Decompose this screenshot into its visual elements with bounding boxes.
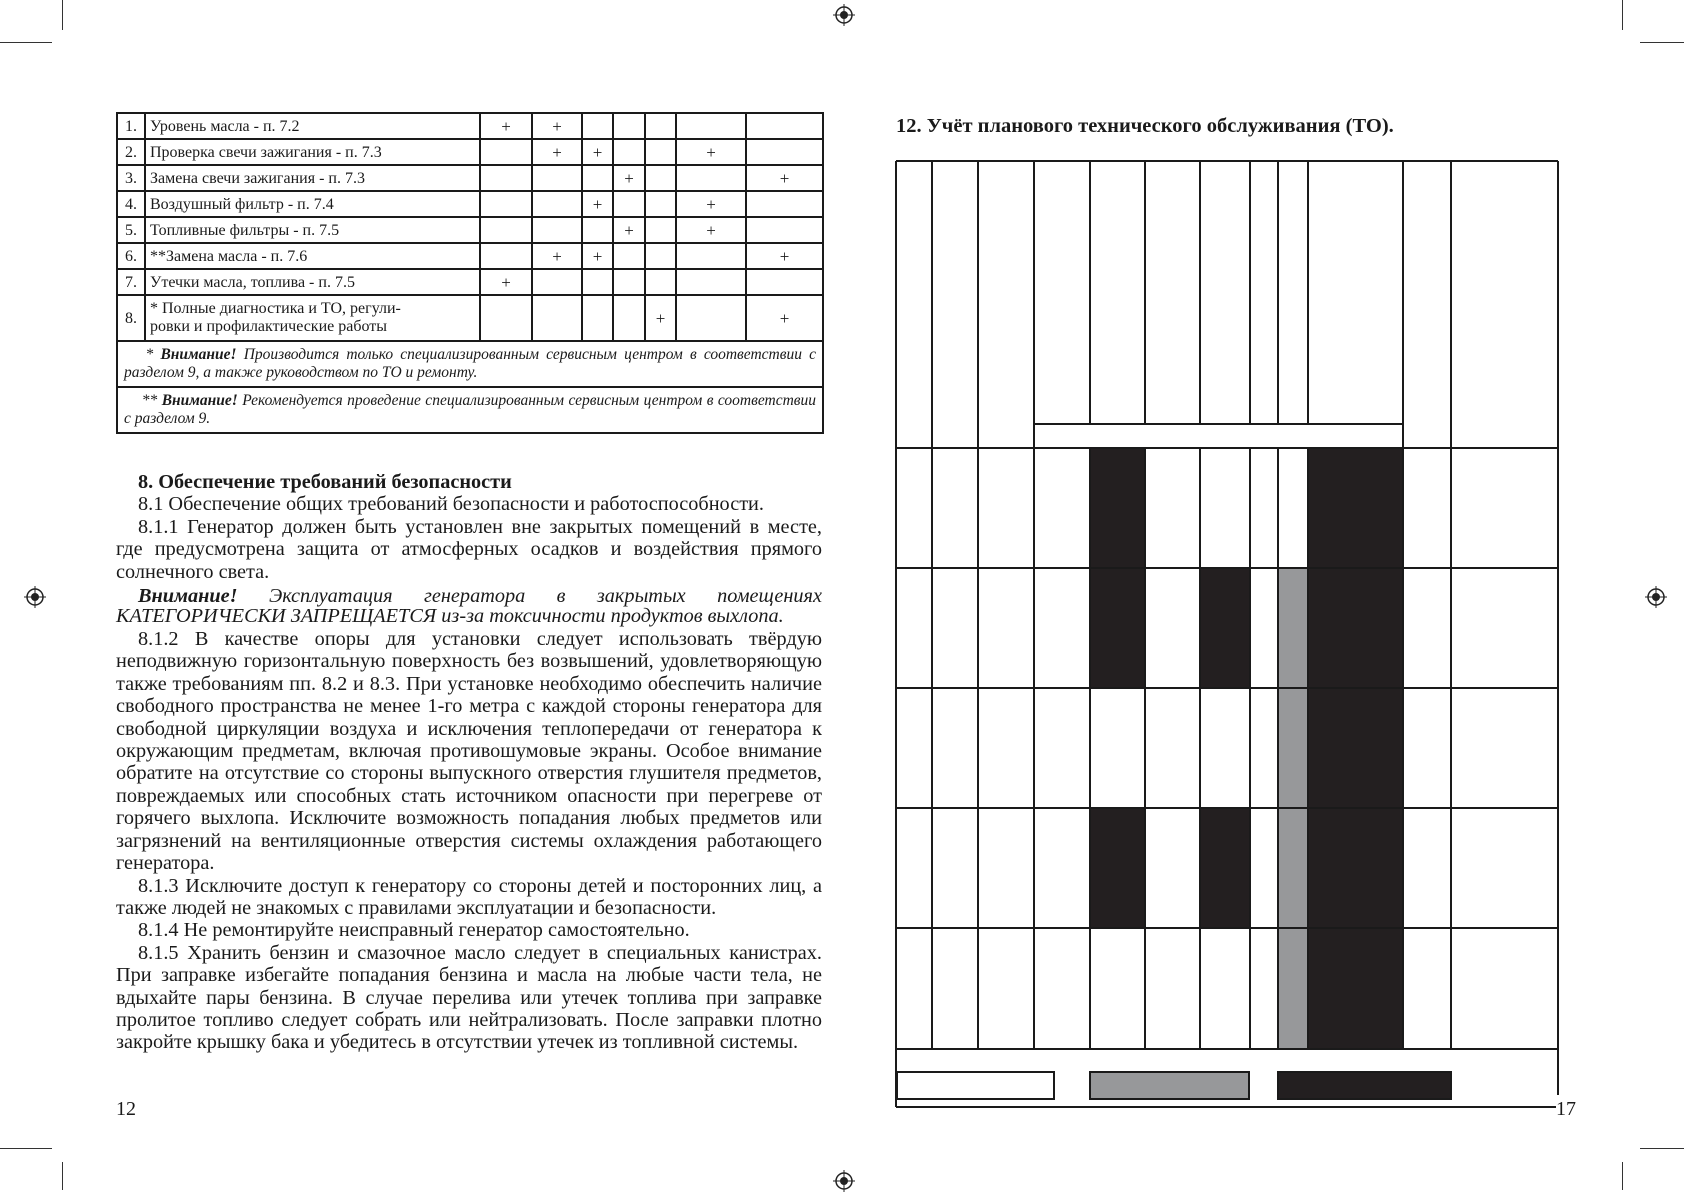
- interval-mark: +: [582, 191, 613, 217]
- interval-mark: +: [613, 217, 645, 243]
- paragraph-8-1: 8.1 Обеспечение общих требований безопасности и работоспособности.: [138, 493, 764, 516]
- row-task: Проверка свечи зажигания - п. 7.3: [145, 139, 480, 165]
- note-prefix: *: [145, 346, 161, 363]
- row-number: 2.: [117, 139, 145, 165]
- paragraph-8-1-3: 8.1.3 Исключите доступ к генератору со стороны детей и посторонних лиц, а также людей не знакомых с правилами эксплуатации и безопасности.: [116, 874, 822, 919]
- interval-mark: +: [676, 217, 746, 243]
- shaded-cell: [1308, 448, 1403, 1049]
- note-prefix: **: [141, 392, 162, 409]
- row-number: 7.: [117, 269, 145, 295]
- interval-mark: +: [532, 139, 582, 165]
- paragraph-8-1-5: 8.1.5 Хранить бензин и смазочное масло следует в специальных канистрах. При заправке избегайте попадания бензина и масла на любые части тела, не вдыхайте пары бензина. В случае перелива или утечек топлива при заправке пролитое топливо следует собрать или нейтрализовать. После заправки плотно закройте крышку бака и убедитесь в отсутствии утечек из топливной системы.: [116, 941, 822, 1054]
- interval-mark: +: [532, 113, 582, 139]
- interval-mark: +: [582, 243, 613, 269]
- interval-mark: +: [746, 243, 823, 269]
- shaded-cell: [1200, 808, 1250, 928]
- row-number: 3.: [117, 165, 145, 191]
- section-heading: 8. Обеспечение требований безопасности: [138, 471, 512, 493]
- row-task-line: * Полные диагностика и ТО, регули-: [150, 300, 401, 317]
- interval-mark: +: [746, 295, 823, 341]
- interval-mark: +: [613, 165, 645, 191]
- note-text: Производится только специализированным сервисным центром в соответствии с разделом 9, а также руководством по ТО и ремонту.: [124, 346, 817, 381]
- row-number: 5.: [117, 217, 145, 243]
- interval-mark: +: [532, 243, 582, 269]
- page-number-right: 17: [1556, 1098, 1576, 1120]
- interval-mark: +: [676, 191, 746, 217]
- row-task: Уровень масла - п. 7.2: [145, 113, 480, 139]
- warning-label: Внимание!: [138, 585, 238, 608]
- interval-mark: +: [676, 139, 746, 165]
- paragraph-8-1-1: 8.1.1 Генератор должен быть установлен вне закрытых помещений в месте, где предусмотрена защита от атмосферных осадков и воздействия прямого солнечного света.: [116, 515, 822, 583]
- note-warning-label: Внимание!: [160, 346, 237, 363]
- row-task: **Замена масла - п. 7.6: [145, 243, 480, 269]
- row-task: Утечки масла, топлива - п. 7.5: [145, 269, 480, 295]
- legend-box-dark: [1278, 1072, 1451, 1099]
- row-number: 8.: [117, 295, 145, 341]
- interval-mark: +: [480, 269, 532, 295]
- row-task: Воздушный фильтр - п. 7.4: [145, 191, 480, 217]
- legend-box-empty: [897, 1072, 1054, 1099]
- interval-mark: +: [645, 295, 676, 341]
- row-task-line: ровки и профилактические работы: [150, 318, 388, 335]
- interval-mark: +: [480, 113, 532, 139]
- grid-fills: [1090, 448, 1403, 1049]
- paragraph-8-1-4: 8.1.4 Не ремонтируйте неисправный генератор самостоятельно.: [138, 919, 690, 942]
- legend-box-gray: [1090, 1072, 1249, 1099]
- page-title: 12. Учёт планового технического обслуживания (ТО).: [896, 115, 1394, 137]
- legend: [897, 1072, 1451, 1099]
- paragraph-8-1-2: 8.1.2 В качестве опоры для установки следует использовать твёрдую неподвижную горизонтальную поверхность без возвышений, удовлетворяющую также требованиям пп. 8.2 и 8.3. При установке необходимо обеспечить наличие свободного пространства не менее 1-го метра с каждой стороны генератора для свободной циркуляции воздуха и исключения теплопередачи от генератора к окружающим предметам, включая противошумовые экраны. Особое внимание обратите на отсутствие со стороны выпускного отверстия глушителя предметов, повреждаемых или способных стать источником опасности при перегреве от горячего выхлопа. Исключите возможность попадания любых предметов или загрязнений на вентиляционные отверстия системы охлаждения работающего генератора.: [116, 628, 822, 875]
- shaded-cell: [1200, 568, 1250, 688]
- page-number-left: 12: [116, 1098, 136, 1120]
- row-number: 6.: [117, 243, 145, 269]
- interval-mark: +: [582, 139, 613, 165]
- row-task: Топливные фильтры - п. 7.5: [145, 217, 480, 243]
- row-number: 4.: [117, 191, 145, 217]
- note-text: Рекомендуется проведение специализированным сервисным центром в соответствии с разделом 9.: [124, 392, 817, 427]
- interval-mark: +: [746, 165, 823, 191]
- row-number: 1.: [117, 113, 145, 139]
- note-warning-label: Внимание!: [161, 392, 238, 409]
- warning-text: Эксплуатация генератора в закрытых помещениях КАТЕГОРИЧЕСКИ ЗАПРЕЩАЕТСЯ из-за токсичности продуктов выхлопа.: [116, 585, 822, 627]
- row-task: Замена свечи зажигания - п. 7.3: [145, 165, 480, 191]
- shaded-cell: [1090, 808, 1145, 928]
